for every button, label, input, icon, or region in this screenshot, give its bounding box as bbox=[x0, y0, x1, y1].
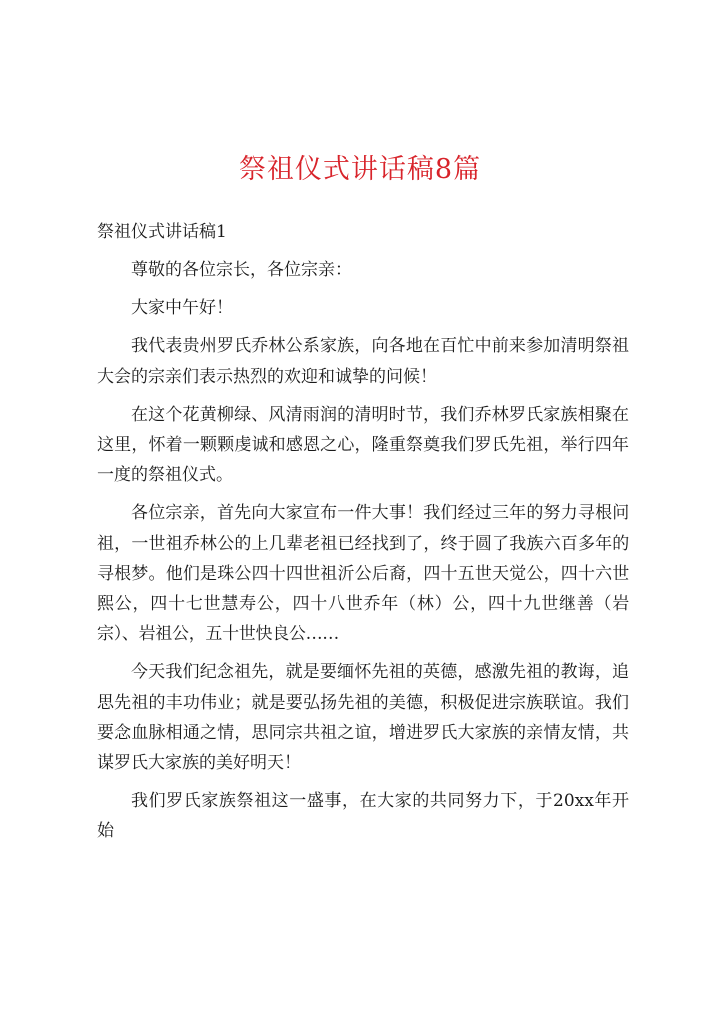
paragraph-occasion: 在这个花黄柳绿、风清雨润的清明时节，我们乔林罗氏家族相聚在这里，怀着一颗颗虔诚和感恩之心，隆重祭奠我们罗氏先祖，举行四年一度的祭祖仪式。 bbox=[97, 404, 629, 486]
document-body bbox=[97, 255, 629, 855]
paragraph-greeting: 大家中午好！ bbox=[131, 298, 233, 319]
paragraph-announcement: 各位宗亲，首先向大家宣布一件大事！我们经过三年的努力寻根问祖，一世祖乔林公的上几辈老祖已经找到了，终于圆了我族六百多年的寻根梦。他们是珠公四十四世祖沂公后裔，四十五世天觉公，四十六世熙公，四十七世慧寿公，四十八世乔年（林）公，四十九世继善（岩宗）、岩祖公，五十世快良公…… bbox=[97, 503, 629, 645]
paragraph-event-history: 我们罗氏家族祭祖这一盛事，在大家的共同努力下，于20xx年开始 bbox=[97, 791, 629, 842]
section-heading: 祭祖仪式讲话稿1 bbox=[97, 222, 227, 242]
document-title: 祭祖仪式讲话稿8篇 bbox=[238, 154, 482, 185]
paragraph-welcome: 我代表贵州罗氏乔林公系家族，向各地在百忙中前来参加清明祭祖大会的宗亲们表示热烈的欢迎和诚挚的问候！ bbox=[97, 336, 629, 387]
paragraph-commemoration: 今天我们纪念祖先，就是要缅怀先祖的英德，感激先祖的教诲，追思先祖的丰功伟业；就是要弘扬先祖的美德，积极促进宗族联谊。我们要念血脉相通之情，思同宗共祖之谊，增进罗氏大家族的亲情友情，共谋罗氏大家族的美好明天！ bbox=[97, 662, 629, 774]
paragraph-salutation: 尊敬的各位宗长，各位宗亲： bbox=[131, 260, 352, 280]
